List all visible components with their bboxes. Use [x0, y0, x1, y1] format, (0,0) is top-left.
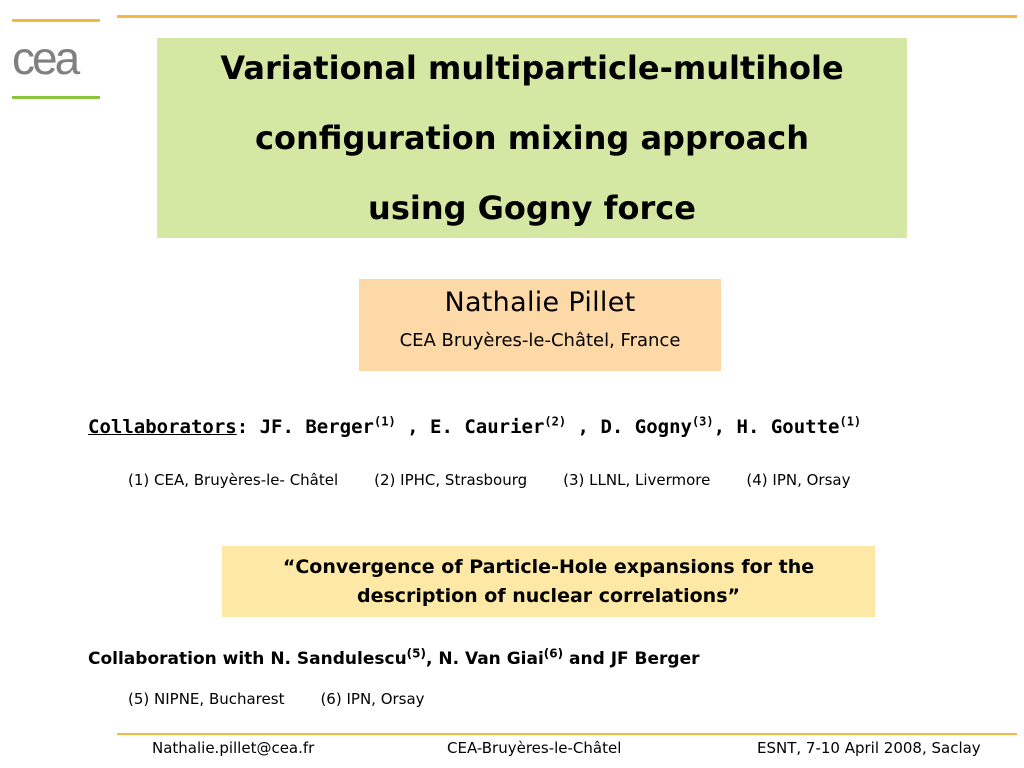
collaborator-ref: (2) — [544, 414, 567, 429]
collaboration-prefix: Collaboration with N. Sandulescu — [88, 649, 407, 669]
collaborator-name: D. Gogny — [600, 416, 692, 438]
collaborators-label: Collaborators — [88, 416, 237, 438]
collaboration-ref: (6) — [543, 646, 564, 661]
affiliation-item: (2) IPHC, Strasbourg — [374, 471, 528, 489]
title-box — [157, 38, 907, 238]
affiliation-item: (3) LLNL, Livermore — [563, 471, 711, 489]
collaborator-ref: (1) — [839, 414, 862, 429]
affiliation-item: (5) NIPNE, Bucharest — [128, 690, 285, 708]
author-box — [359, 279, 721, 371]
affiliation-item: (6) IPN, Orsay — [320, 690, 425, 708]
collaborator-ref: (3) — [691, 414, 714, 429]
collaboration-suffix: and JF Berger — [563, 649, 700, 669]
quote-line-1: “Convergence of Particle-Hole expansions for the — [282, 555, 815, 578]
affiliation-item: (1) CEA, Bruyères-le- Châtel — [128, 471, 339, 489]
footer-place: CEA-Bruyères-le-Châtel — [447, 739, 622, 757]
affiliations-line — [128, 471, 886, 489]
collaborator-ref: (1) — [374, 414, 396, 429]
author-name: Nathalie Pillet — [444, 287, 636, 318]
collaborator-sep: , — [395, 416, 431, 438]
collaboration-line — [88, 646, 700, 669]
collaborator-name: H. Goutte — [736, 416, 840, 438]
title-line-3: using Gogny force — [368, 189, 696, 227]
collaborator-name: E. Caurier — [430, 416, 545, 438]
collaboration-middle: , N. Van Giai — [426, 649, 544, 669]
logo-bottom-line — [12, 96, 100, 99]
collaborator-name: JF. Berger — [248, 416, 375, 438]
top-rule — [117, 15, 1017, 18]
collaboration-ref: (5) — [406, 646, 426, 661]
quote-box — [222, 546, 875, 617]
collaborators-line — [88, 416, 861, 438]
affiliations2-line — [128, 690, 461, 708]
author-affiliation: CEA Bruyères-le-Châtel, France — [399, 330, 681, 351]
footer-email: Nathalie.pillet@cea.fr — [152, 739, 315, 757]
footer-conference: ESNT, 7-10 April 2008, Saclay — [757, 739, 981, 757]
collaborator-sep: , — [713, 416, 737, 438]
quote-line-2: description of nuclear correlations” — [356, 584, 741, 607]
title-line-1: Variational multiparticle-multihole — [220, 49, 844, 87]
collaborators-colon: : — [236, 416, 249, 438]
logo-text: cea — [12, 32, 78, 84]
cea-logo — [10, 28, 104, 88]
title-line-2: configuration mixing approach — [255, 119, 809, 157]
collaborator-sep: , — [566, 416, 601, 438]
footer-rule — [117, 733, 1017, 735]
affiliation-item: (4) IPN, Orsay — [746, 471, 851, 489]
logo-top-line — [12, 19, 100, 22]
